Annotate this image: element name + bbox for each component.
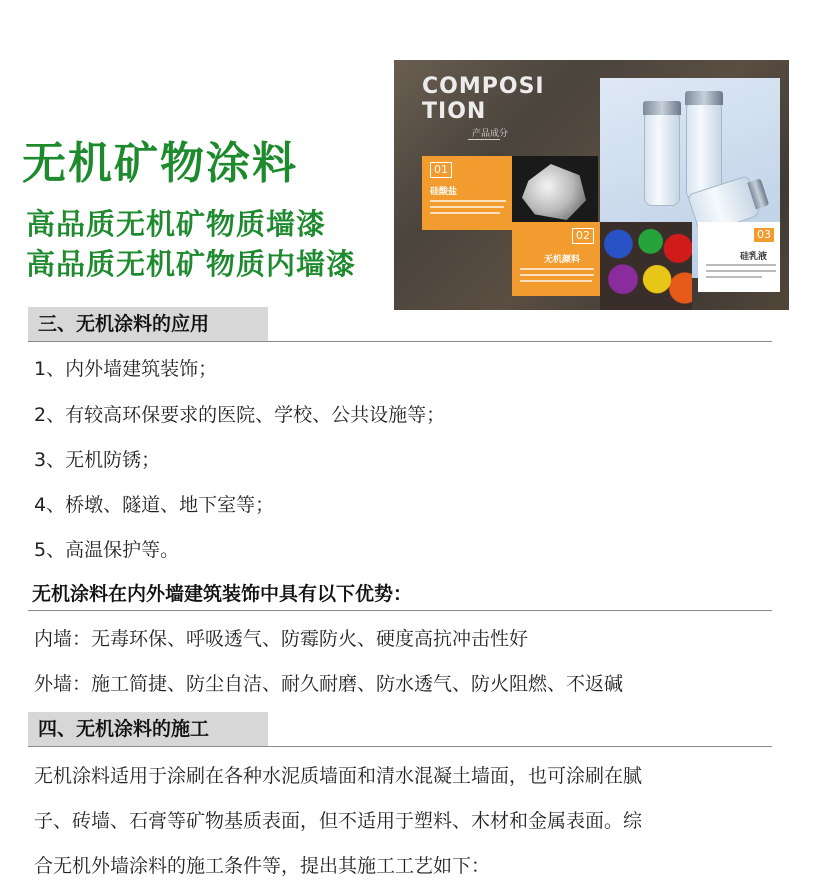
component-text (520, 280, 592, 282)
composition-banner (394, 60, 789, 310)
list-item: 4、桥墩、隧道、地下室等； (34, 494, 275, 516)
vial-1 (644, 112, 680, 206)
page-subtitle-1: 高品质无机矿物质墙漆 (26, 207, 327, 241)
component-number: 02 (572, 228, 594, 244)
component-text (706, 276, 762, 278)
component-box-1 (422, 156, 512, 230)
component-box-3 (698, 222, 780, 292)
divider (468, 139, 500, 140)
component-number: 01 (430, 162, 452, 178)
interior-advantages: 内墙：无毒环保、呼吸透气、防霉防火、硬度高抗冲击性好 (34, 628, 529, 650)
list-item: 1、内外墙建筑装饰； (34, 358, 218, 380)
list-item: 5、高温保护等。 (34, 539, 180, 561)
page-title: 无机矿物涂料 (22, 138, 298, 189)
advantages-heading: 无机涂料在内外墙建筑装饰中具有以下优势： (32, 583, 413, 605)
component-label: 硅酸盐 (430, 187, 458, 197)
component-label: 硅乳液 (740, 252, 768, 262)
section-heading-3 (28, 307, 268, 341)
component-number: 03 (754, 228, 774, 242)
section-divider (28, 610, 772, 611)
paragraph-line: 子、砖墙、石膏等矿物基质表面，但不适用于塑料、木材和金属表面。综 (34, 810, 643, 832)
section-heading-4 (28, 712, 268, 746)
component-text (520, 274, 594, 276)
composition-title-line2: TION (422, 99, 487, 124)
section-divider (28, 746, 772, 747)
composition-title (422, 74, 545, 124)
section-heading-text: 四、无机涂料的施工 (38, 718, 210, 740)
component-box-2 (512, 222, 600, 296)
paragraph-line: 合无机外墙涂料的施工条件等，提出其施工工艺如下： (34, 855, 491, 877)
component-text (520, 268, 594, 270)
component-label: 无机颜料 (544, 255, 581, 265)
component-text (430, 200, 506, 202)
exterior-advantages: 外墙：施工简捷、防尘自洁、耐久耐磨、防水透气、防火阻燃、不返碱 (34, 673, 624, 695)
composition-subtitle: 产品成分 (472, 129, 509, 139)
page-subtitle-2: 高品质无机矿物质内墙漆 (26, 247, 357, 281)
component-text (430, 206, 504, 208)
paragraph-line: 无机涂料适用于涂刷在各种水泥质墙面和清水混凝土墙面，也可涂刷在腻 (34, 765, 643, 787)
section-divider (28, 341, 772, 342)
component-text (706, 270, 776, 272)
list-item: 3、无机防锈； (34, 449, 161, 471)
composition-title-line1: COMPOSI (422, 74, 545, 99)
pigments-image (600, 222, 692, 310)
silicate-image (512, 156, 598, 230)
section-heading-text: 三、无机涂料的应用 (38, 313, 210, 335)
list-item: 2、有较高环保要求的医院、学校、公共设施等； (34, 404, 446, 426)
component-text (430, 212, 500, 214)
component-text (706, 264, 776, 266)
